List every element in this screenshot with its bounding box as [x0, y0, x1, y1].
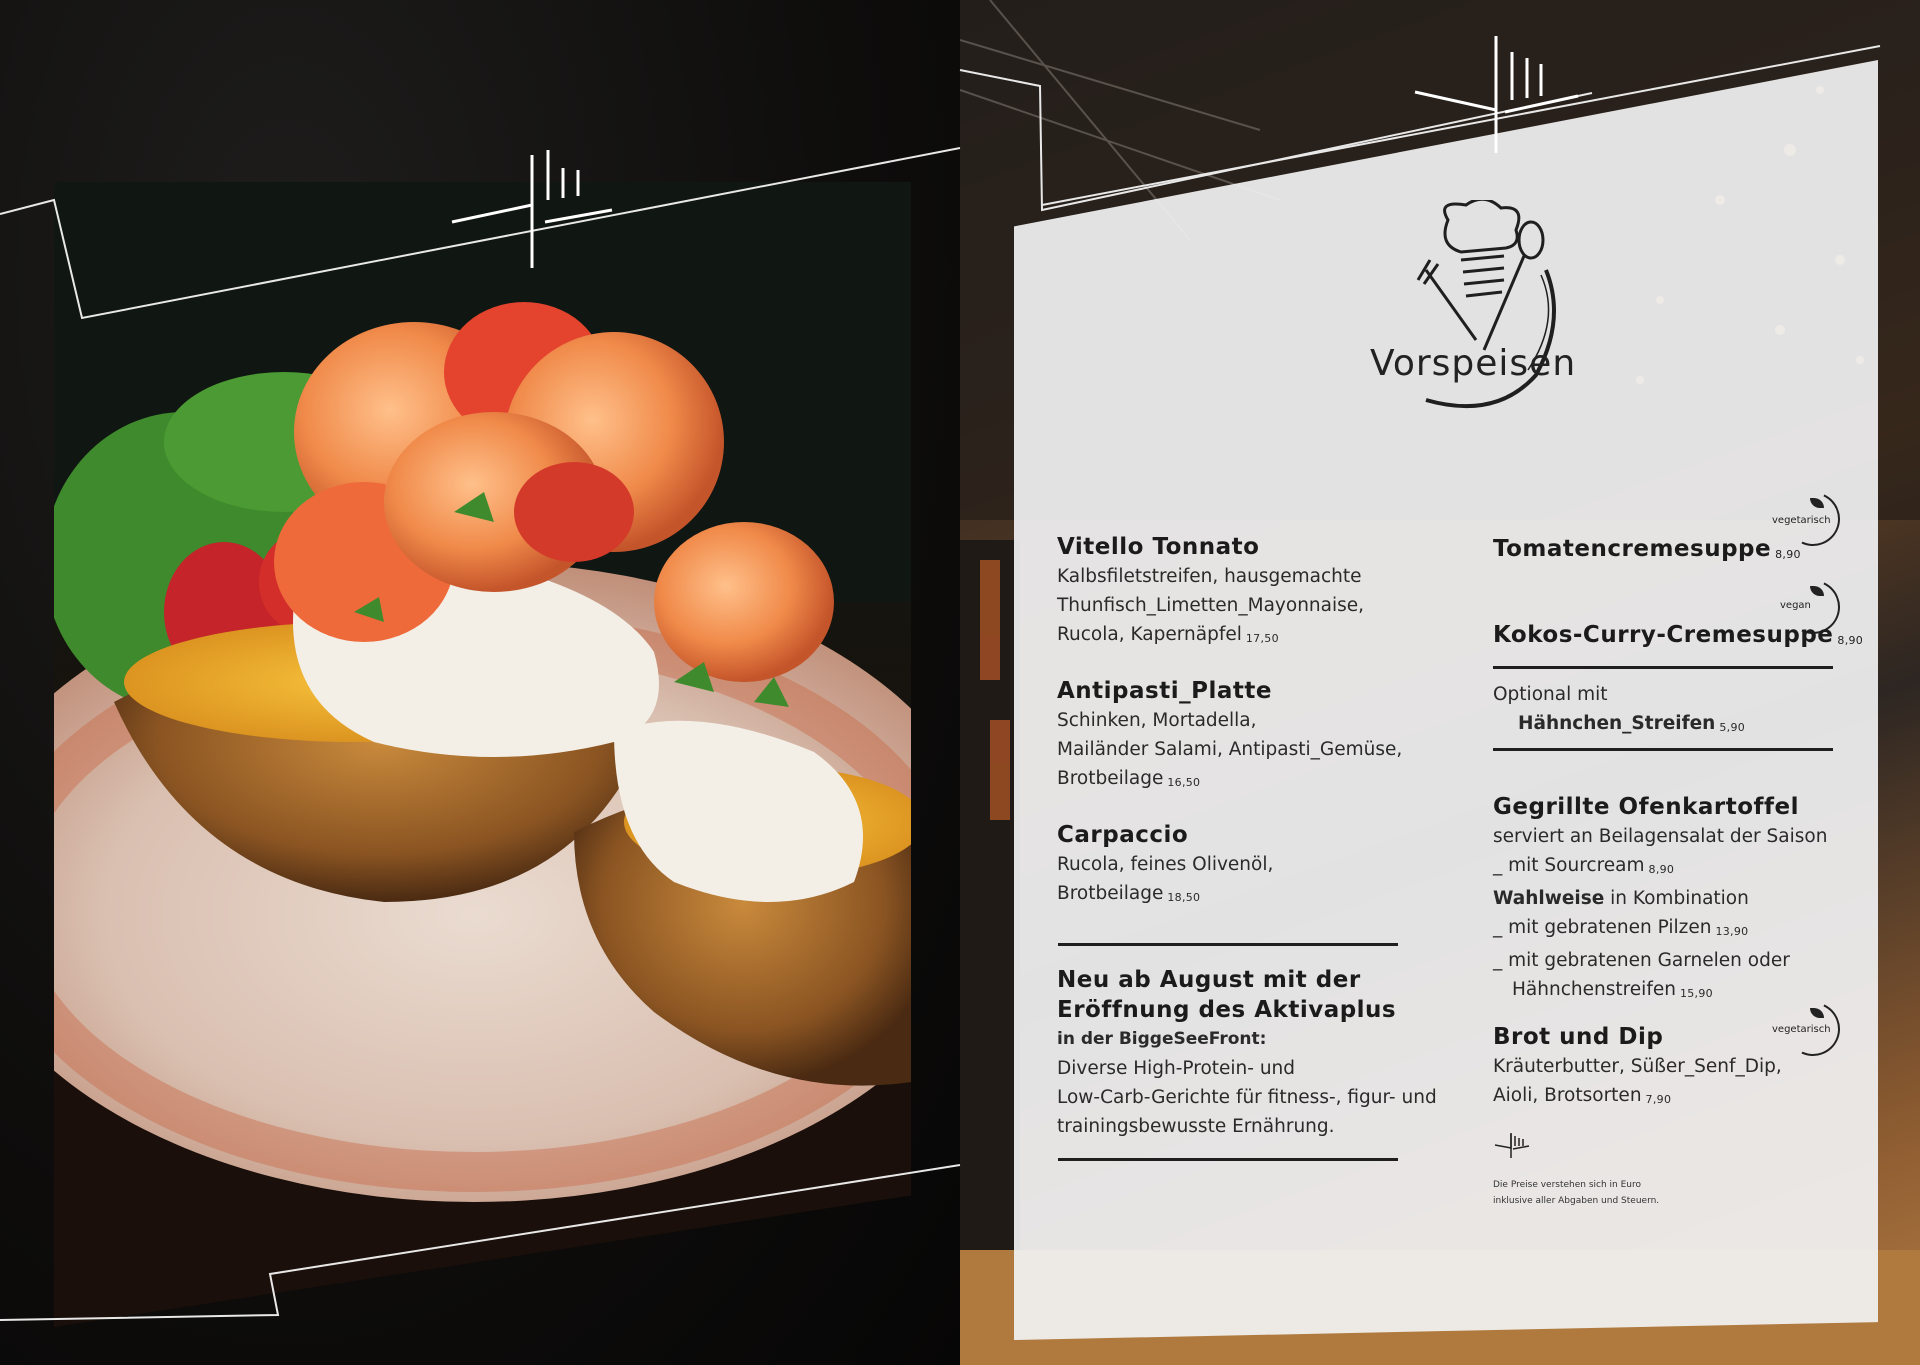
- news-line: Low-Carb-Gerichte für fitness-, figur- und: [1057, 1087, 1437, 1108]
- news-block: [1057, 965, 1457, 1141]
- dish-name: Tomatencremesuppe: [1493, 536, 1772, 562]
- dish-price: 8,90: [1775, 548, 1801, 561]
- dish-antipasti-platte: [1057, 676, 1437, 797]
- dish-desc-line: Mailänder Salami, Antipasti_Gemüse,: [1057, 739, 1403, 760]
- dish-tomatencremesuppe: [1493, 534, 1853, 564]
- news-line: Diverse High-Protein- und: [1057, 1058, 1296, 1079]
- dish-desc-text: _ mit gebratenen Pilzen: [1493, 917, 1712, 938]
- divider: [1493, 666, 1833, 669]
- dish-desc-bold: Wahlweise: [1493, 888, 1605, 909]
- divider: [1493, 748, 1833, 751]
- divider: [1058, 943, 1398, 946]
- dish-price: 15,90: [1679, 987, 1713, 1000]
- food-photo-illustration: [54, 182, 911, 1327]
- dish-desc-line: _ mit gebratenen Garnelen oder: [1493, 950, 1790, 971]
- news-title-line: Eröffnung des Aktivaplus: [1057, 997, 1397, 1023]
- dish-vitello-tonnato: [1057, 532, 1417, 653]
- dish-name: Kokos-Curry-Cremesuppe: [1493, 622, 1834, 648]
- news-line: trainingsbewusste Ernährung.: [1057, 1116, 1335, 1137]
- dish-price: 8,90: [1837, 634, 1864, 647]
- badge-label: vegetarisch: [1772, 1024, 1831, 1035]
- dish-desc-text: in Kombination: [1604, 888, 1749, 909]
- dish-brot-und-dip: [1493, 1022, 1853, 1114]
- dish-desc-text: Aioli, Brotsorten: [1493, 1085, 1642, 1106]
- dish-price: 16,50: [1167, 776, 1201, 789]
- optional-addon: [1493, 680, 1853, 742]
- news-subtitle: in der BiggeSeeFront:: [1057, 1029, 1267, 1049]
- dish-desc-text: Brotbeilage: [1057, 768, 1164, 789]
- dish-desc-line: Kalbsfiletstreifen, hausgemachte: [1057, 566, 1362, 587]
- optional-price: 5,90: [1719, 721, 1746, 734]
- news-title-line: Neu ab August mit der: [1057, 967, 1361, 993]
- brand-logo-small: [1493, 1130, 1533, 1160]
- footnote-line: Die Preise verstehen sich in Euro: [1493, 1180, 1642, 1190]
- section-title: Vorspeisen: [1370, 343, 1577, 384]
- dish-desc-text: _ mit Sourcream: [1493, 855, 1645, 876]
- dish-desc-line: Thunfisch_Limetten_Mayonnaise,: [1057, 595, 1365, 616]
- dish-price: 13,90: [1715, 925, 1749, 938]
- dish-desc-line: Schinken, Mortadella,: [1057, 710, 1257, 731]
- dish-desc-text: Rucola, Kapernäpfel: [1057, 624, 1242, 645]
- dish-desc-text: Brotbeilage: [1057, 883, 1164, 904]
- dish-price: 7,90: [1645, 1093, 1672, 1106]
- dish-name: Gegrillte Ofenkartoffel: [1493, 794, 1800, 820]
- price-footnote: [1493, 1177, 1659, 1209]
- dish-desc-line: Rucola, feines Olivenöl,: [1057, 854, 1274, 875]
- badge-label: vegan: [1780, 600, 1811, 611]
- dish-desc-line: serviert an Beilagensalat der Saison: [1493, 826, 1828, 847]
- chef-hat-icon: [1366, 200, 1596, 440]
- dish-name: Vitello Tonnato: [1057, 534, 1260, 560]
- dish-carpaccio: [1057, 820, 1417, 912]
- dish-desc-line: [1057, 764, 1437, 797]
- dish-desc-text: Hähnchenstreifen: [1512, 979, 1676, 1000]
- optional-label: Optional mit: [1493, 684, 1608, 705]
- optional-item: Hähnchen_Streifen: [1518, 713, 1716, 734]
- dish-price: 17,50: [1245, 632, 1279, 645]
- dish-kokos-curry-cremesuppe: [1493, 620, 1873, 650]
- dish-price: 8,90: [1648, 863, 1675, 876]
- dish-desc-line: Kräuterbutter, Süßer_Senf_Dip,: [1493, 1056, 1782, 1077]
- divider: [1058, 1158, 1398, 1161]
- badge-label: vegetarisch: [1772, 515, 1831, 526]
- dish-desc-line: [1057, 879, 1417, 912]
- dish-name: Antipasti_Platte: [1057, 678, 1272, 704]
- dish-desc-line: [1057, 620, 1417, 653]
- dish-gegrillte-ofenkartoffel: [1493, 792, 1873, 1008]
- footnote-line: inklusive aller Abgaben und Steuern.: [1493, 1196, 1660, 1206]
- dish-name: Carpaccio: [1057, 822, 1189, 848]
- food-photo: [54, 182, 911, 1327]
- dish-name: Brot und Dip: [1493, 1024, 1664, 1050]
- dish-price: 18,50: [1167, 891, 1201, 904]
